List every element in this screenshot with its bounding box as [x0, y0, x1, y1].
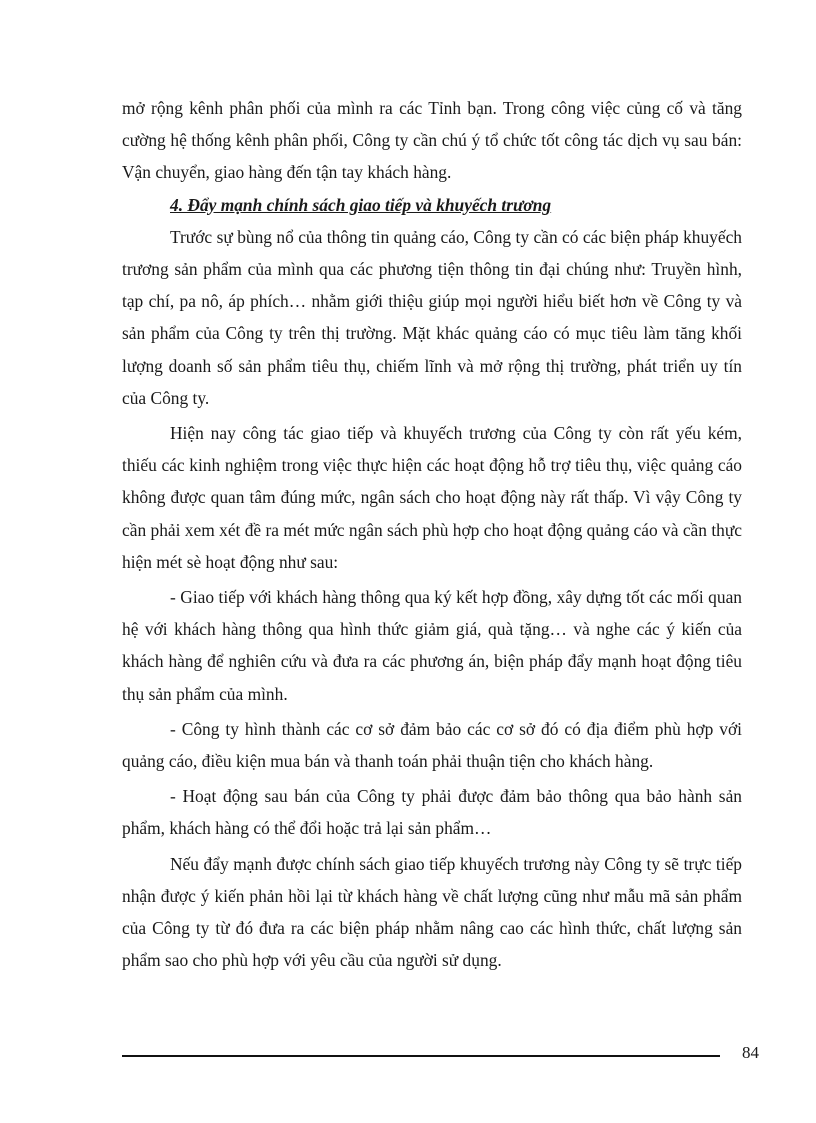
paragraph-distribution: mở rộng kênh phân phối của mình ra các Tỉnh bạn. Trong công việc củng cố và tăng cường hệ thống kênh phân phối, Công ty cần chú ý tổ chức tốt công tác dịch vụ sau bán: Vận chuyển, giao hàng đến tận tay khách hàng. — [122, 98, 742, 183]
paragraph-current-state: Hiện nay công tác giao tiếp và khuyếch trương của Công ty còn rất yếu kém, thiếu các kinh nghiệm trong việc thực hiện các hoạt động hỗ trợ tiêu thụ, việc quảng cáo không được quan tâm đúng mức, ngân sách cho hoạt động này rất thấp. Vì vậy Công ty cần phải xem xét đề ra mét mức ngân sách phù hợp cho hoạt động quảng cáo và cần thực hiện mét sè hoạt động như sau: — [122, 423, 742, 572]
document-body — [122, 92, 742, 976]
paragraph-advertising: Trước sự bùng nổ của thông tin quảng cáo, Công ty cần có các biện pháp khuyếch trương sản phẩm của mình qua các phương tiện thông tin đại chúng như: Truyền hình, tạp chí, pa nô, áp phích… nhằm giới thiệu giúp mọi người hiểu biết hơn về Công ty và sản phẩm của Công ty trên thị trường. Mặt khác quảng cáo có mục tiêu làm tăng khối lượng doanh số sản phẩm tiêu thụ, chiếm lĩnh và mở rộng thị trường, phát triển uy tín của Công ty. — [122, 226, 742, 408]
paragraph-conclusion: Nếu đẩy mạnh được chính sách giao tiếp khuyếch trương này Công ty sẽ trực tiếp nhận được ý kiến phản hồi lại từ khách hàng về chất lượng cũng như mẫu mã sản phẩm của Công ty từ đó đưa ra các biện pháp nhằm nâng cao các hình thức, chất lượng sản phẩm sao cho phù hợp với yêu cầu của người sử dụng. — [122, 853, 742, 971]
bullet-facilities: - Công ty hình thành các cơ sở đảm bảo các cơ sở đó có địa điểm phù hợp với quảng cáo, điều kiện mua bán và thanh toán phải thuận tiện cho khách hàng. — [122, 718, 742, 772]
bullet-after-sales: - Hoạt động sau bán của Công ty phải được đảm bảo thông qua bảo hành sản phẩm, khách hàng có thể đổi hoặc trả lại sản phẩm… — [122, 786, 742, 839]
bullet-customer-communication: - Giao tiếp với khách hàng thông qua ký kết hợp đồng, xây dựng tốt các mối quan hệ với khách hàng thông qua hình thức giảm giá, quà tặng… và nghe các ý kiến của khách hàng để nghiên cứu và đưa ra các phương án, biện pháp đẩy mạnh hoạt động tiêu thụ sản phẩm của mình. — [122, 587, 742, 704]
footer-divider — [122, 1055, 720, 1057]
page-number: 84 — [742, 1043, 759, 1062]
section-heading: 4. Đẩy mạnh chính sách giao tiếp và khuyếch trương — [170, 194, 552, 215]
